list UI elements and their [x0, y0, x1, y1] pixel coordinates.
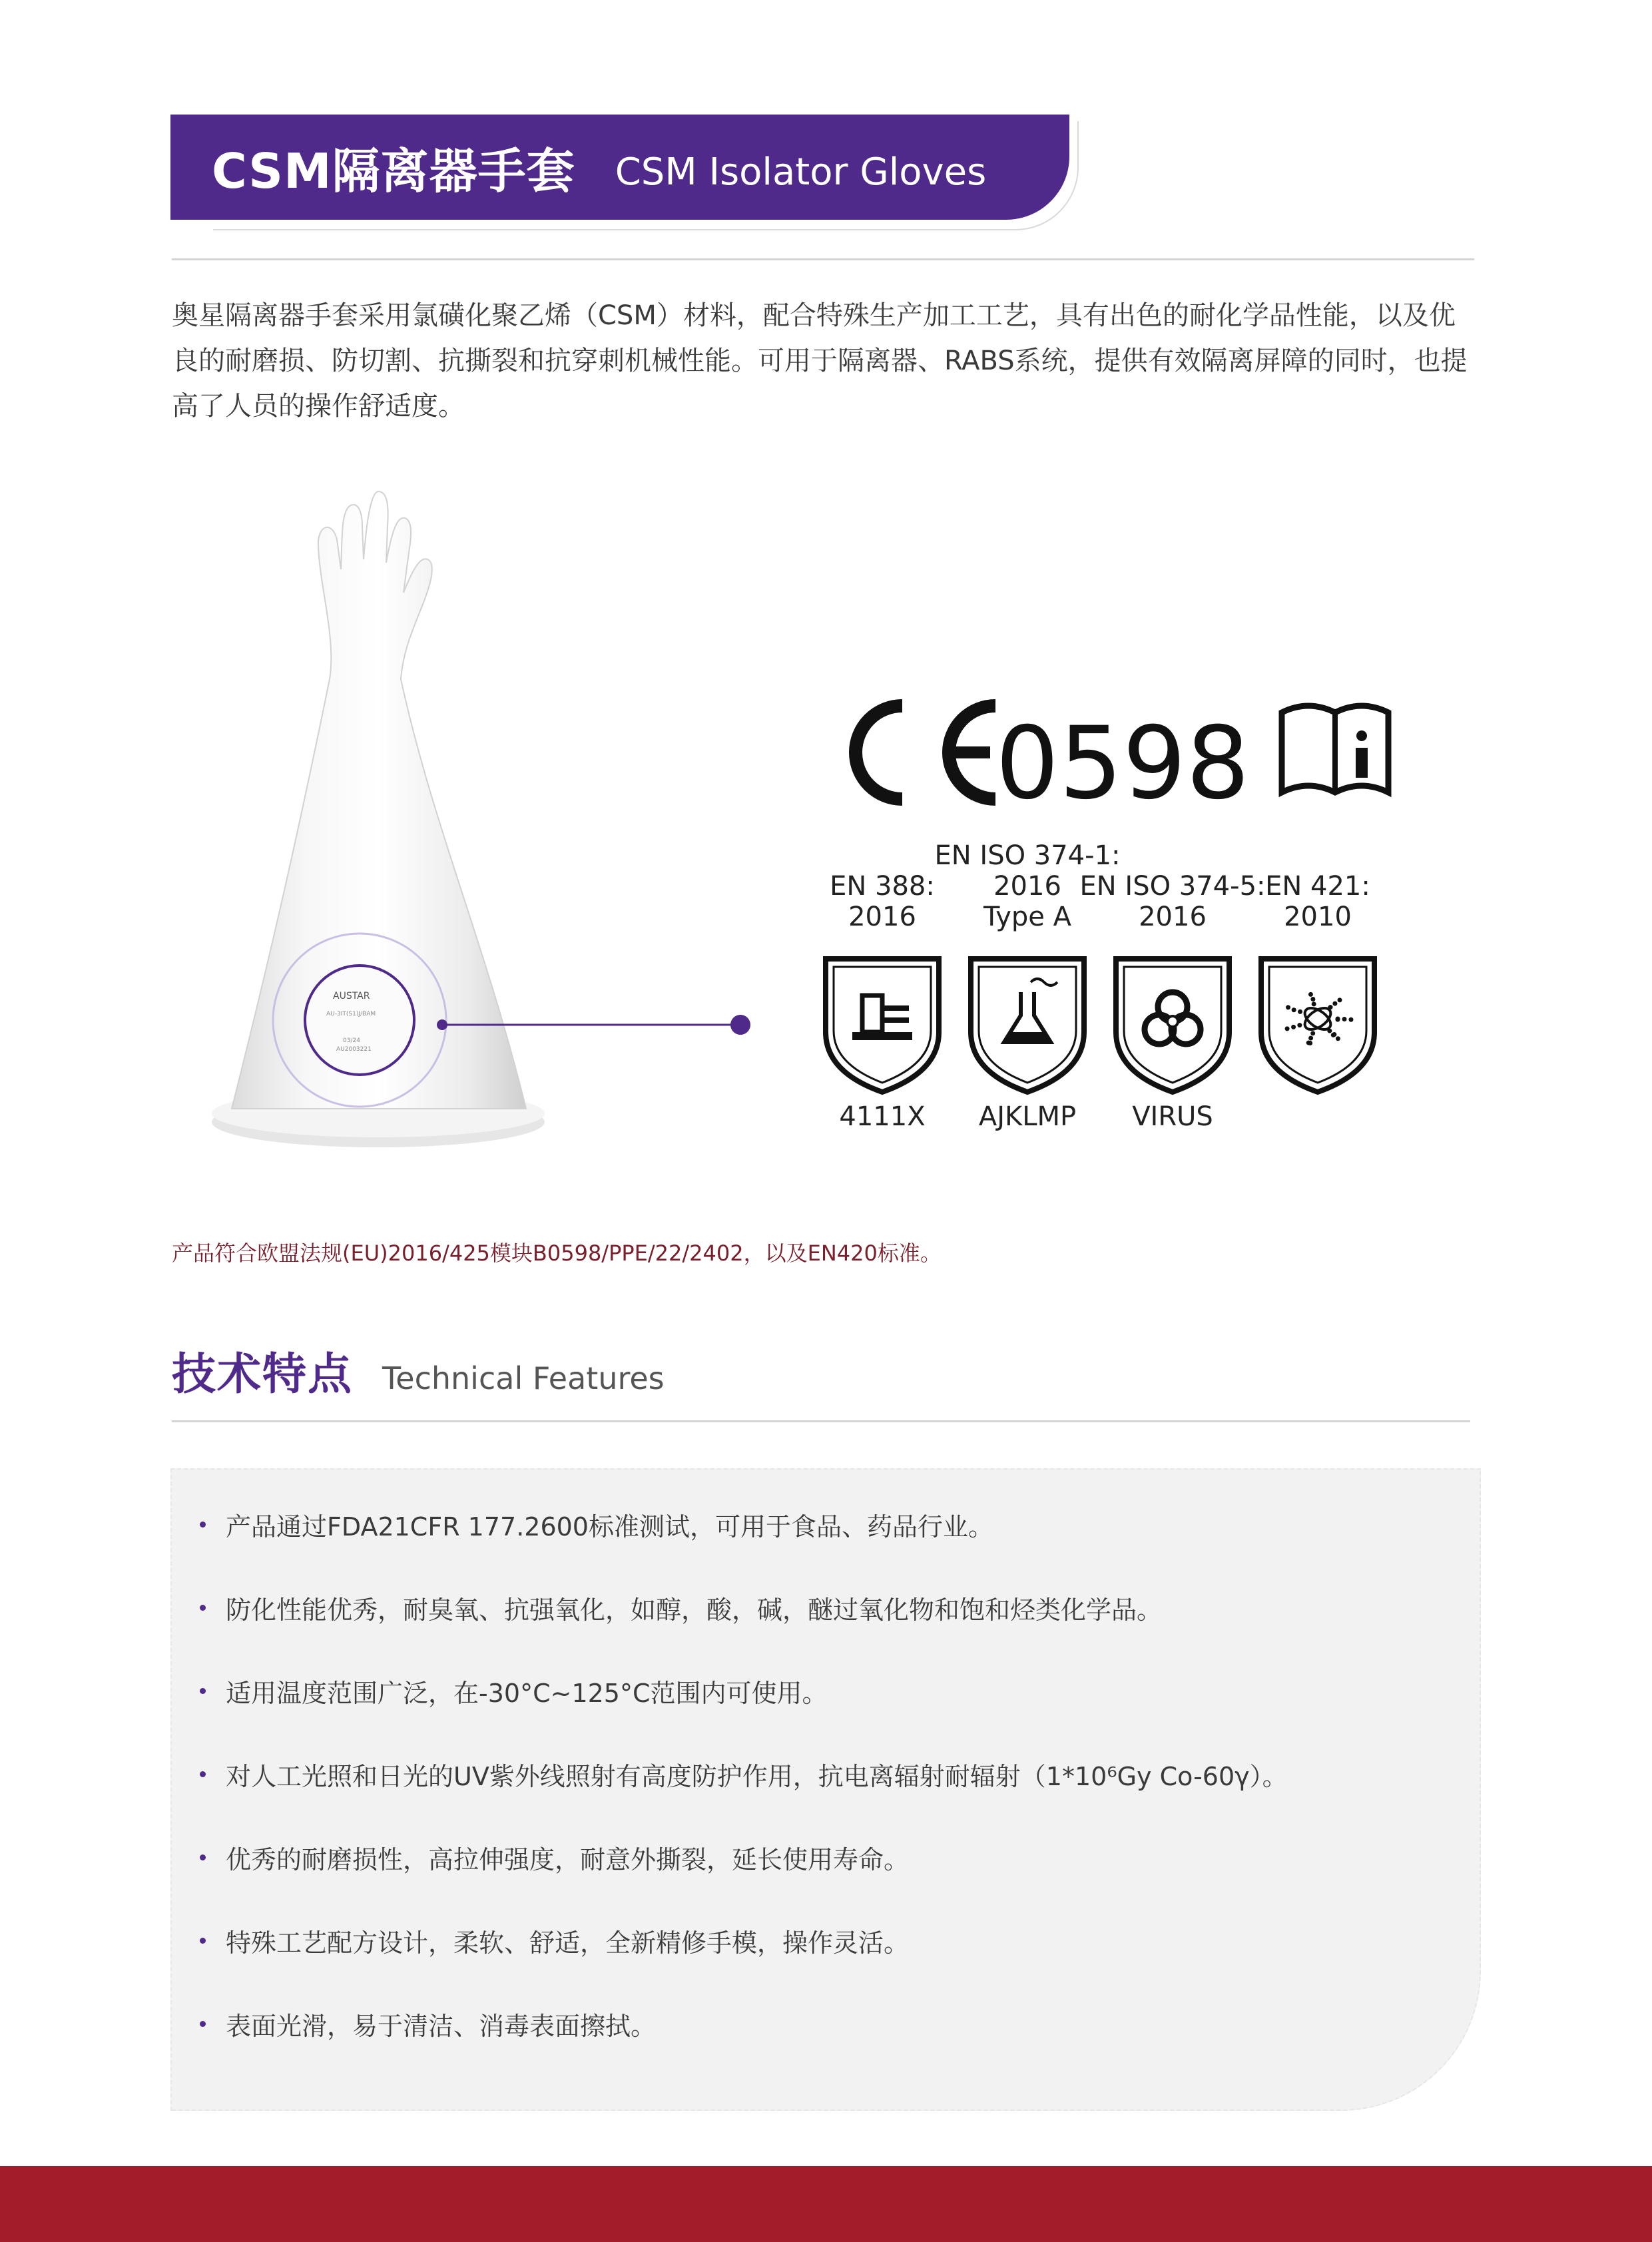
bullet-icon — [200, 1688, 206, 1694]
bullet-icon — [200, 2021, 206, 2027]
standard-0 — [826, 871, 939, 1132]
standard-title-line: EN 388: — [830, 871, 935, 902]
standard-performance-code: VIRUS — [1132, 1101, 1213, 1132]
page-title-cn: CSM隔离器手套 — [212, 143, 575, 199]
standard-performance-code: 4111X — [839, 1101, 926, 1132]
compliance-note: 产品符合欧盟法规(EU)2016/425模块B0598/PPE/22/2402，以及EN420标准。 — [172, 1241, 942, 1266]
bullet-icon — [200, 1938, 206, 1944]
standard-title-line: EN ISO 374-1: — [934, 840, 1121, 871]
feature-item — [200, 1589, 1162, 1626]
header-divider — [172, 258, 1474, 260]
certification-graphic — [816, 686, 1428, 1165]
standard-performance-code: AJKLMP — [978, 1101, 1077, 1132]
bullet-icon — [200, 1605, 206, 1611]
feature-text: 产品通过FDA21CFR 177.2600标准测试，可用于食品、药品行业。 — [226, 1512, 993, 1541]
section-divider — [172, 1420, 1470, 1422]
shield-icon — [1261, 959, 1374, 1092]
feature-item — [200, 1506, 993, 1543]
notified-body-number: 0598 — [995, 706, 1250, 822]
standard-title-line: EN ISO 374-5: — [1079, 871, 1266, 902]
feature-item — [200, 1839, 909, 1876]
feature-text: 适用温度范围广泛，在-30°C~125°C范围内可使用。 — [226, 1679, 828, 1708]
standard-3 — [1261, 871, 1374, 1092]
page-title-en: CSM Isolator Gloves — [615, 150, 987, 194]
bullet-icon — [200, 1522, 206, 1528]
feature-item — [200, 1673, 828, 1709]
callout-connector — [433, 1012, 752, 1039]
feature-text: 防化性能优秀，耐臭氧、抗强氧化，如醇，酸，碱，醚过氧化物和饱和烃类化学品。 — [226, 1595, 1163, 1625]
section-title-cn: 技术特点 — [172, 1348, 353, 1400]
feature-text: 特殊工艺配方设计，柔软、舒适，全新精修手模，操作灵活。 — [226, 1928, 910, 1958]
standard-title-line: 2016 — [993, 871, 1061, 902]
glove-brand-text: AUSTAR — [333, 991, 370, 1001]
info-booklet-icon — [1282, 706, 1388, 792]
feature-item — [200, 1922, 909, 1959]
glove-label-line1: AU-3IT(S1)J/BAM — [326, 1011, 376, 1017]
feature-item — [200, 1756, 1288, 1793]
glove-label-line3: AU2003221 — [336, 1046, 372, 1053]
standard-title-line: 2016 — [848, 902, 916, 932]
glove-illustration — [200, 479, 573, 1165]
glove-label-line2: 03/24 — [343, 1037, 360, 1044]
certification-marks — [816, 686, 1428, 1165]
section-heading — [172, 1338, 665, 1402]
feature-text: 优秀的耐磨损性，高拉伸强度，耐意外撕裂，延长使用寿命。 — [226, 1845, 910, 1874]
bullet-icon — [200, 1771, 206, 1777]
ce-mark-icon — [856, 706, 995, 799]
bullet-icon — [200, 1854, 206, 1860]
feature-text: 对人工光照和日光的UV紫外线照射有高度防护作用，抗电离辐射耐辐射（1*10⁶Gy Co-60γ）。 — [226, 1762, 1288, 1791]
intro-paragraph: 奥星隔离器手套采用氯磺化聚乙烯（CSM）材料，配合特殊生产加工工艺，具有出色的耐化学品性能，以及优良的耐磨损、防切割、抗撕裂和抗穿刺机械性能。可用于隔离器、RABS系统，提供有效隔离屏障的同时，也提高了人员的操作舒适度。 — [172, 300, 1468, 421]
standard-2 — [1079, 871, 1265, 1132]
footer-bar — [0, 2166, 1652, 2242]
feature-item — [200, 2006, 656, 2042]
standard-title-line: 2010 — [1284, 902, 1352, 932]
glove-image — [200, 479, 573, 1165]
standard-title-line: EN 421: — [1265, 871, 1370, 902]
standard-title-line: 2016 — [1139, 902, 1207, 932]
standard-title-line: Type A — [983, 902, 1071, 932]
shield-icon — [971, 959, 1084, 1092]
title-banner — [170, 115, 1069, 220]
section-title-en: Technical Features — [382, 1360, 665, 1396]
feature-text: 表面光滑，易于清洁、消毒表面擦拭。 — [226, 2012, 657, 2041]
